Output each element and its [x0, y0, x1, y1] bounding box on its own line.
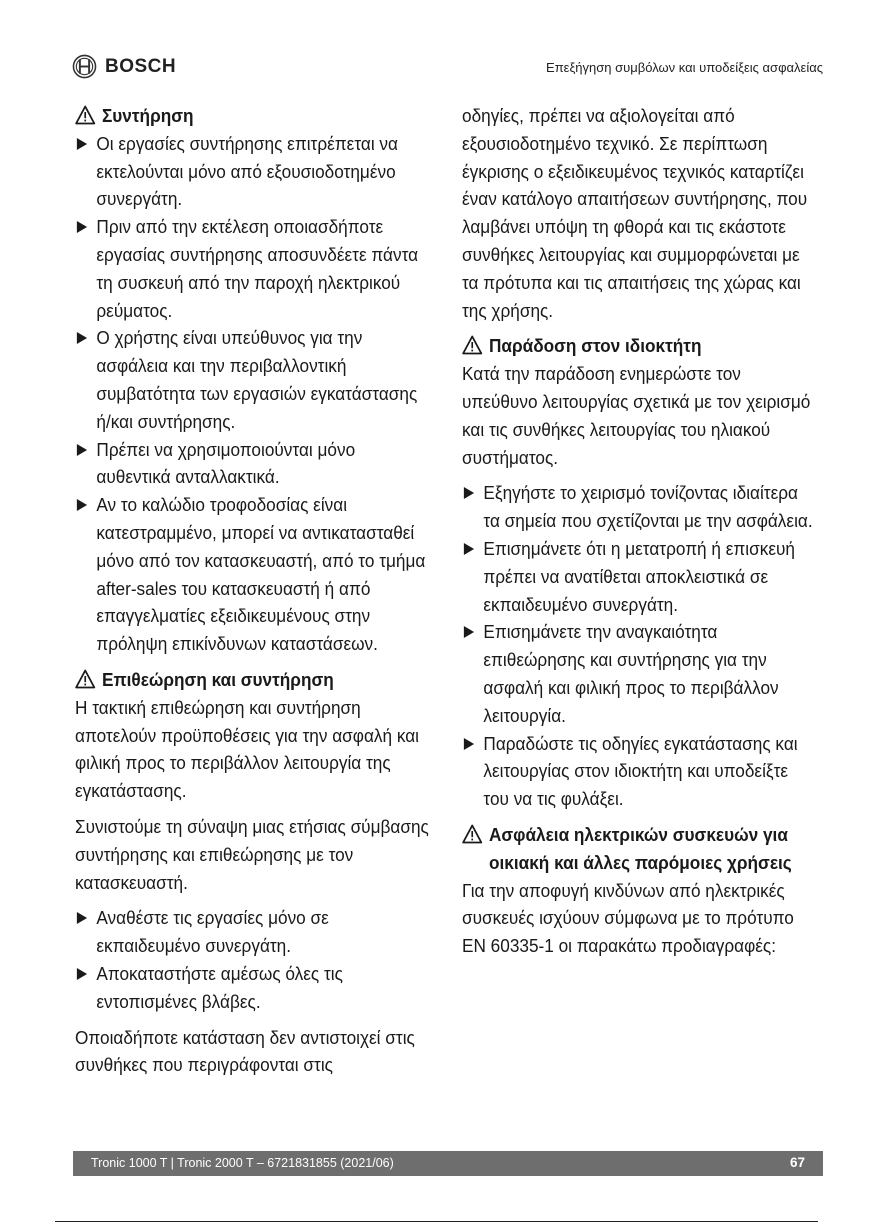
list-item-text: Επισημάνετε την αναγκαιότητα επιθεώρησης και συντήρησης για την ασφαλή και φιλική προς το περιβάλλον λειτουργία. — [483, 621, 779, 726]
list-item-text: Οι εργασίες συντήρησης επιτρέπεται να εκτελούνται μόνο από εξουσιοδοτημένο συνεργάτη. — [96, 132, 398, 210]
list-item — [75, 436, 430, 492]
heading-text: Ασφάλεια ηλεκτρικών συσκευών για οικιακή και άλλες παρόμοιες χρήσεις — [488, 823, 792, 873]
list-item-text: Αν το καλώδιο τροφοδοσίας είναι κατεστραμμένο, μπορεί να αντικατασταθεί μόνο από τον κατασκευαστή, από το τμήμα after-sales του κατασκευαστή ή από επαγγελματίες εξειδικευμένους στην πρόληψη επικίνδυνων καταστάσεων. — [96, 494, 426, 655]
list-item — [462, 730, 817, 813]
right-column — [462, 102, 813, 960]
list-item — [75, 324, 430, 435]
paragraph-continued: οδηγίες, πρέπει να αξιολογείται από εξουσιοδοτημένο τεχνικό. Σε περίπτωση έγκρισης ο εξειδικευμένος τεχνικός καταρτίζει έναν κατάλογο απαιτήσεων συντήρησης, που λαμβάνει υπόψη τη φθορά και τις εκάστοτε συνθήκες λειτουργίας και συμμορφώνεται με τα πρότυπα και τις απαιτήσεις της χώρας και της χρήσης. — [462, 105, 808, 321]
list-item-text: Παραδώστε τις οδηγίες εγκατάστασης και λειτουργίας στον ιδιοκτήτη και υποδείξτε του να τις φυλάξει. — [483, 732, 798, 810]
list-item — [462, 535, 817, 618]
heading-text: Παράδοση στον ιδιοκτήτη — [488, 335, 702, 357]
list-item-text: Πρέπει να χρησιμοποιούνται μόνο αυθεντικά ανταλλακτικά. — [96, 438, 356, 488]
bullet-arrow-icon — [77, 912, 87, 924]
paragraph: Για την αποφυγή κινδύνων από ηλεκτρικές συσκευές ισχύουν σύμφωνα με το πρότυπο EN 60335-1 οι παρακάτω προδιαγραφές: — [462, 879, 794, 957]
left-column — [75, 102, 429, 1079]
footer-document-info: Tronic 1000 T | Tronic 2000 T – 6721831855 (2021/06) — [91, 1156, 394, 1170]
paragraph: Κατά την παράδοση ενημερώστε τον υπεύθυνο λειτουργίας σχετικά με τον χειρισμό και τις συνθήκες λειτουργίας του ηλιακού συστήματος. — [462, 363, 811, 468]
list-item-text: Πριν από την εκτέλεση οποιασδήποτε εργασίας συντήρησης αποσυνδέετε πάντα τη συσκευή από την παροχή ηλεκτρικού ρεύματος. — [96, 216, 419, 321]
list-item-text: Επισημάνετε ότι η μετατροπή ή επισκευή πρέπει να ανατίθεται αποκλειστικά σε εκπαιδευμένο συνεργάτη. — [483, 537, 795, 615]
list-item — [75, 130, 430, 213]
heading-inspection — [75, 666, 430, 694]
heading-text: Επιθεώρηση και συντήρηση — [101, 668, 334, 690]
page-number: 67 — [789, 1155, 805, 1170]
bottom-rule — [55, 1221, 818, 1222]
heading-text: Συντήρηση — [101, 105, 194, 126]
list-item — [75, 960, 430, 1016]
bullet-arrow-icon — [77, 332, 87, 344]
inspection-list — [75, 904, 430, 1015]
list-item — [462, 479, 817, 535]
list-item-text: Ο χρήστης είναι υπεύθυνος για την ασφάλεια και την περιβαλλοντική συμβατότητα των εργασιών εγκατάστασης ή/και συντήρησης. — [96, 327, 418, 432]
list-item — [75, 491, 430, 658]
list-item-text: Αποκαταστήστε αμέσως όλες τις εντοπισμένες βλάβες. — [96, 962, 343, 1012]
bullet-arrow-icon — [464, 626, 474, 638]
heading-handover — [462, 332, 817, 360]
list-item-text: Εξηγήστε το χειρισμό τονίζοντας ιδιαίτερα τα σημεία που σχετίζονται με την ασφάλεια. — [483, 482, 813, 532]
bullet-arrow-icon — [464, 738, 474, 750]
paragraph: Οποιαδήποτε κατάσταση δεν αντιστοιχεί στις συνθήκες που περιγράφονται στις — [75, 1026, 415, 1076]
bullet-arrow-icon — [77, 968, 87, 980]
maintenance-list — [75, 130, 430, 658]
list-item — [75, 904, 430, 960]
list-item — [75, 213, 430, 324]
handover-list — [462, 479, 817, 813]
page-header — [72, 54, 823, 82]
brand-name: BOSCH — [105, 55, 177, 77]
list-item-text: Αναθέστε τις εργασίες μόνο σε εκπαιδευμένο συνεργάτη. — [96, 907, 329, 957]
bullet-arrow-icon — [77, 444, 87, 456]
warning-triangle-icon — [75, 669, 95, 689]
list-item — [462, 618, 817, 729]
bullet-arrow-icon — [77, 138, 87, 150]
bullet-arrow-icon — [77, 221, 87, 233]
warning-triangle-icon — [462, 335, 482, 355]
heading-maintenance — [75, 102, 430, 130]
warning-triangle-icon — [462, 824, 482, 844]
bosch-logo — [72, 54, 176, 79]
bullet-arrow-icon — [464, 543, 474, 555]
paragraph: Η τακτική επιθεώρηση και συντήρηση αποτελούν προϋποθέσεις για την ασφαλή και φιλική προς το περιβάλλον λειτουργία της εγκατάστασης. — [75, 696, 420, 802]
warning-triangle-icon — [75, 105, 95, 125]
bosch-armature-icon — [72, 54, 97, 79]
footer-bar — [73, 1151, 823, 1176]
bullet-arrow-icon — [464, 487, 474, 499]
section-title: Επεξήγηση συμβόλων και υποδείξεις ασφαλείας — [546, 60, 823, 75]
paragraph: Συνιστούμε τη σύναψη μιας ετήσιας σύμβασης συντήρησης και επιθεώρησης με τον κατασκευαστή. — [75, 815, 429, 893]
bullet-arrow-icon — [77, 499, 87, 511]
heading-electrical-safety — [462, 821, 817, 877]
